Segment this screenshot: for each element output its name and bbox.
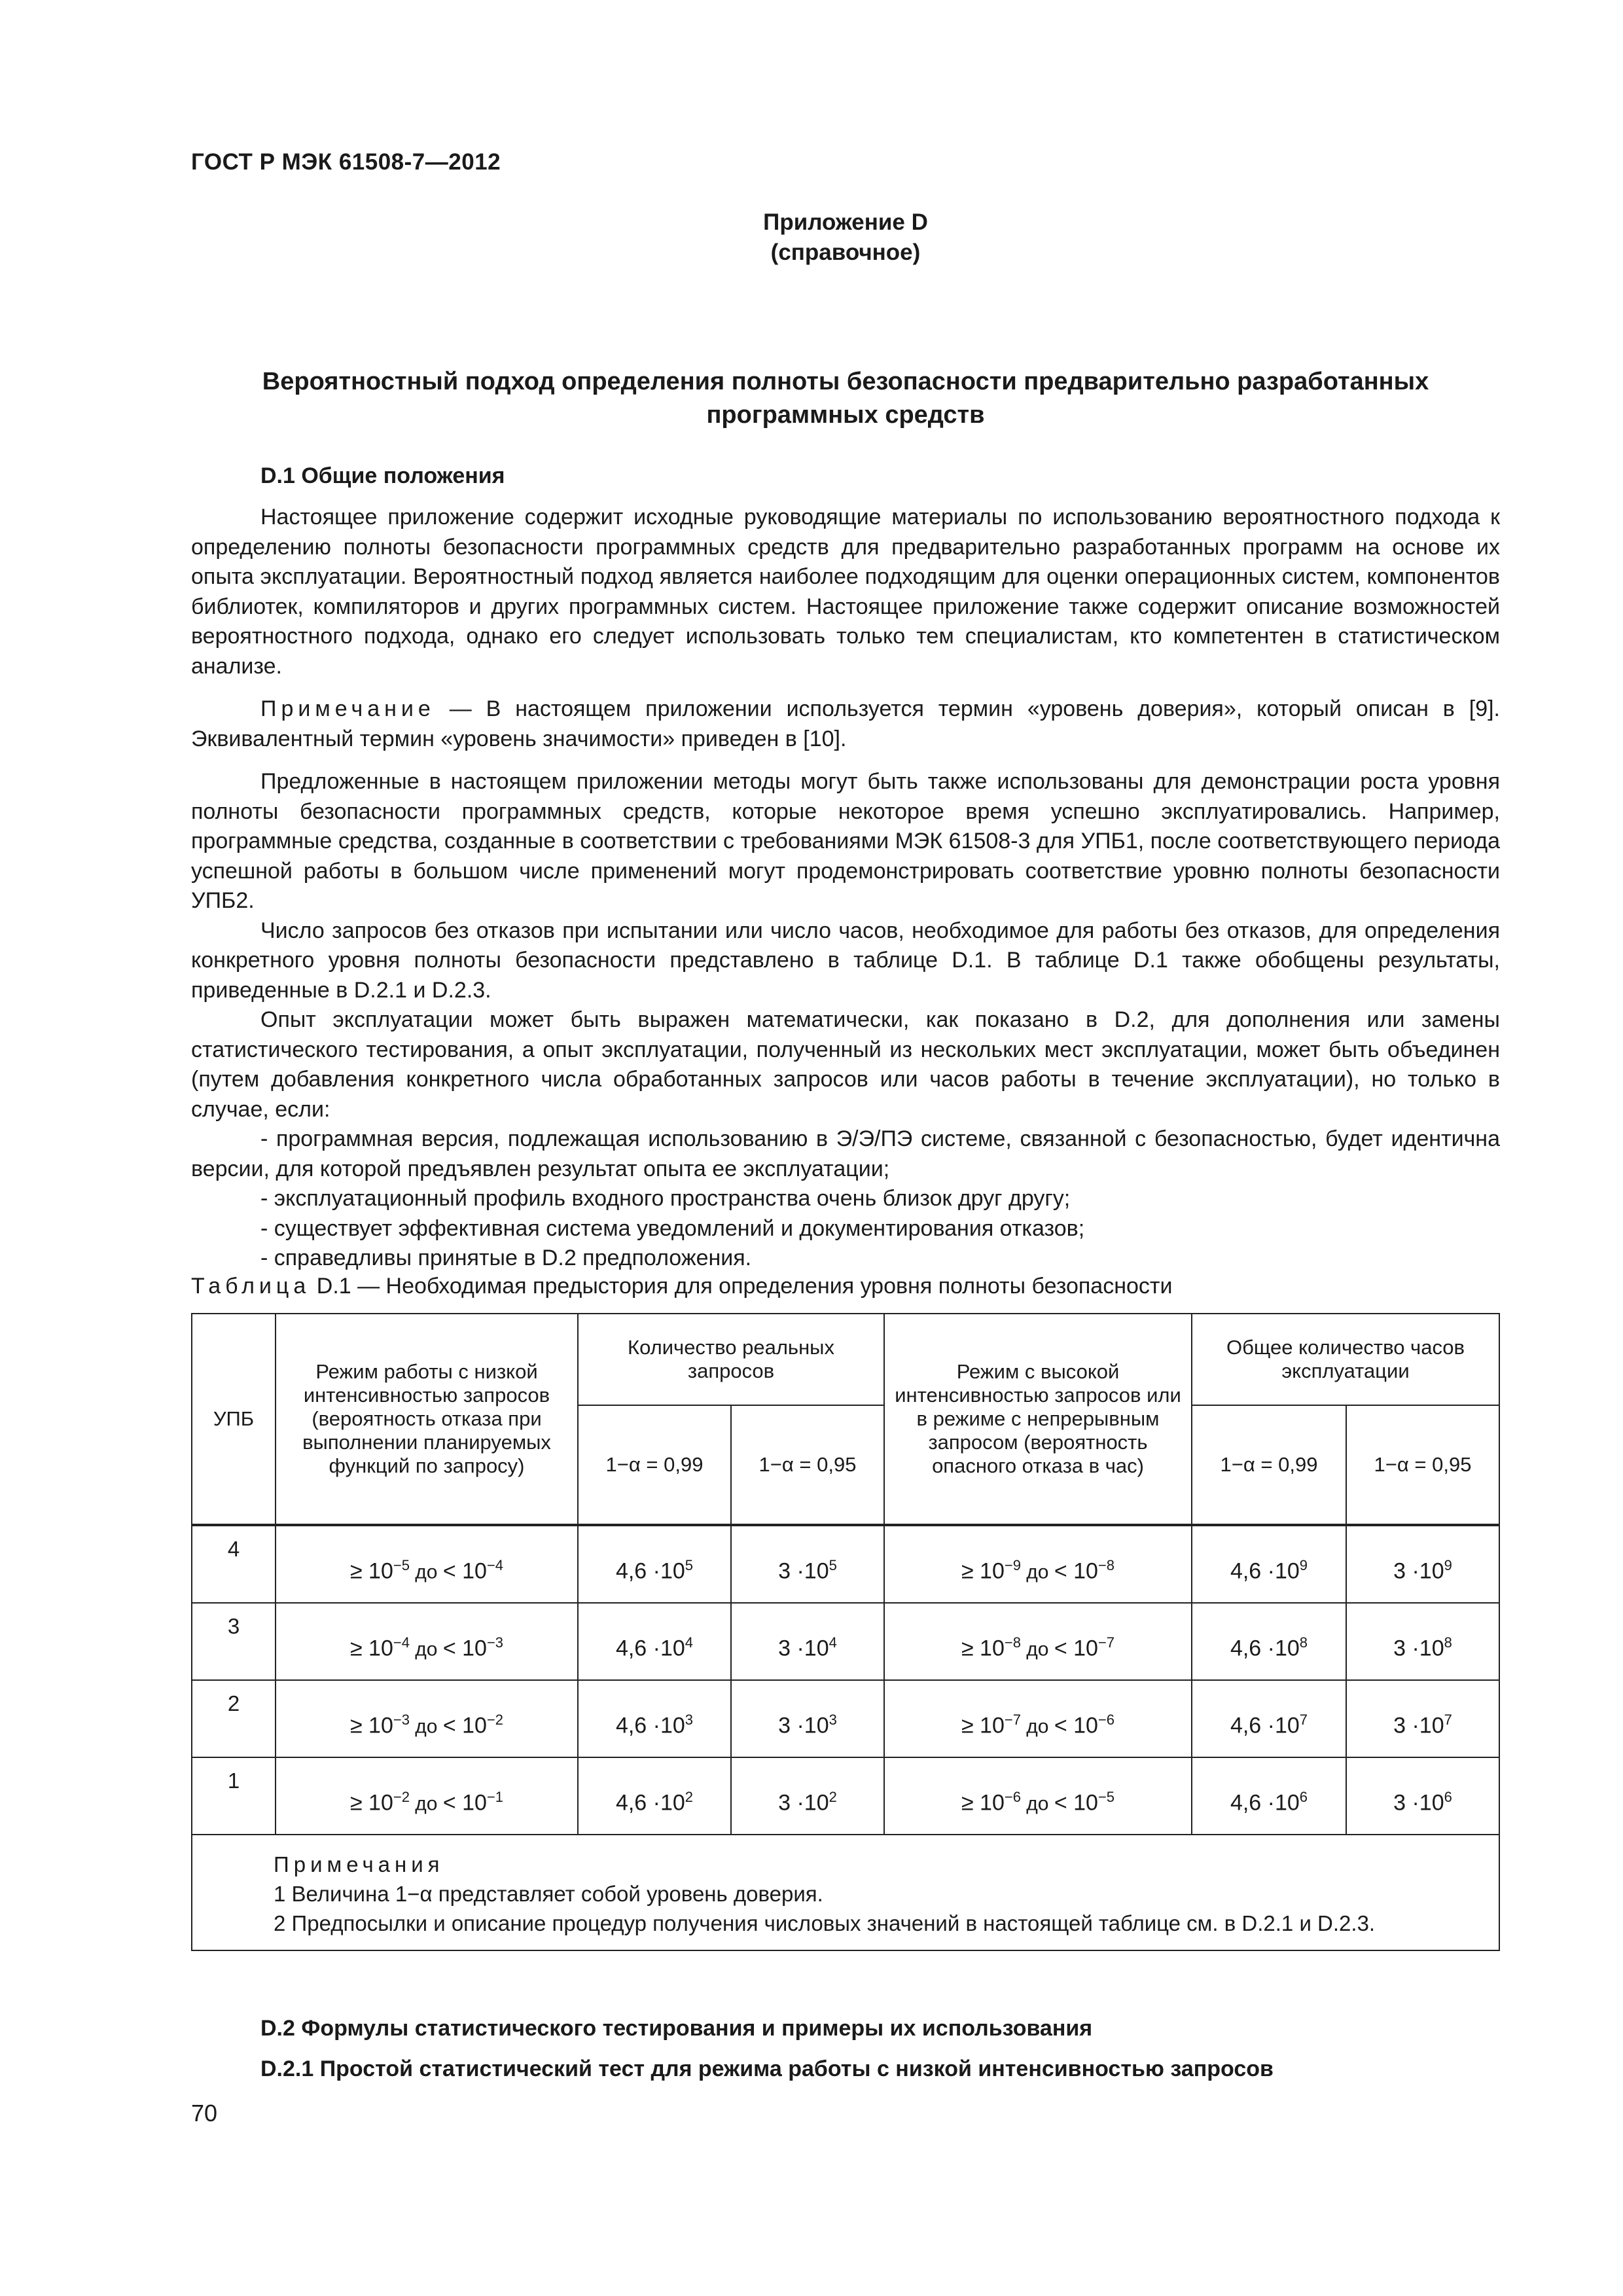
document-page bbox=[191, 0, 1500, 2296]
sil-history-table bbox=[191, 1313, 1500, 1951]
section-heading-d21: D.2.1 Простой статистический тест для режима работы с низкой интенсивностью запросов bbox=[260, 2056, 1274, 2081]
exponent: −2 bbox=[393, 1789, 410, 1806]
cell-sil: 2 bbox=[192, 1680, 276, 1757]
main-title-line-1: Вероятностный подход определения полноты безопасности предварительно разработанных bbox=[262, 368, 1429, 395]
section-heading-d2: D.2 Формулы статистического тестирования и примеры их использования bbox=[260, 2016, 1093, 2041]
exponent: −7 bbox=[1004, 1712, 1021, 1729]
list-item: - эксплуатационный профиль входного пространства очень близок друг другу; bbox=[260, 1186, 1071, 1211]
exponent: 8 bbox=[1444, 1634, 1452, 1651]
cell-low-demand-range: ≥ $10^{-2}$ до < $10^{-1}$ bbox=[276, 1757, 578, 1835]
table-note-1: 1 Величина 1−α представляет собой уровень доверия. bbox=[274, 1882, 823, 1906]
table-notes bbox=[192, 1835, 1499, 1950]
page-number: 70 bbox=[191, 2100, 218, 2126]
exponent: −2 bbox=[486, 1712, 504, 1729]
header-sil: УПБ bbox=[192, 1314, 276, 1525]
section-heading-d1: D.1 Общие положения bbox=[260, 463, 505, 488]
table-row bbox=[192, 1680, 1499, 1757]
cell-requests-099: $4,6 \cdot 10^2$ bbox=[578, 1757, 731, 1835]
cell-requests-099: $4,6 \cdot 10^4$ bbox=[578, 1603, 731, 1680]
paragraph: Число запросов без отказов при испытании или число часов, необходимое для работы без отказов, для определения конкретного уровня полноты безопасности представлено в таблице D.1. В таблице D.1 также обобщены результаты, приведенные в D.2.1 и D.2.3. bbox=[191, 918, 1500, 1003]
exponent: −1 bbox=[486, 1789, 504, 1806]
exponent: 4 bbox=[829, 1634, 837, 1651]
header-real-requests: Количество реальных запросов bbox=[578, 1314, 884, 1405]
note-paragraph bbox=[191, 694, 1500, 754]
cell-hours-095: $3 \cdot 10^8$ bbox=[1346, 1603, 1499, 1680]
exponent: 8 bbox=[1299, 1634, 1308, 1651]
exponent: 3 bbox=[685, 1712, 694, 1729]
paragraph: Настоящее приложение содержит исходные руководящие материалы по использованию вероятностного подхода к определению полноты безопасности программных средств для предварительно разработанных программ на основе их опыта эксплуатации. Вероятностный подход является наиболее подходящим для оценки операционных систем, компонентов библиотек, компиляторов и других программных систем. Настоящее приложение также содержит описание возможностей вероятностного подхода, однако его следует использовать только тем специалистам, кто компетентен в статистическом анализе. bbox=[191, 505, 1500, 679]
header-conf-099: 1−α = 0,99 bbox=[578, 1405, 731, 1525]
cell-high-demand-range: ≥ $10^{-7}$ до < $10^{-6}$ bbox=[884, 1680, 1192, 1757]
exponent: 2 bbox=[829, 1789, 837, 1806]
appendix-kind: (справочное) bbox=[770, 240, 921, 265]
cell-requests-095: $3 \cdot 10^5$ bbox=[731, 1525, 884, 1603]
exponent: 6 bbox=[1299, 1789, 1308, 1806]
paragraph: Опыт эксплуатации может быть выражен математически, как показано в D.2, для дополнения или замены статистического тестирования, а опыт эксплуатации, полученный из нескольких мест эксплуатации, может быть объединен (путем добавления конкретного числа обработанных запросов или часов работы в течение эксплуатации), но только в случае, если: bbox=[191, 1007, 1500, 1122]
exponent: 5 bbox=[685, 1557, 694, 1574]
appendix-main-title bbox=[191, 365, 1500, 432]
cell-requests-095: $3 \cdot 10^3$ bbox=[731, 1680, 884, 1757]
exponent: 9 bbox=[1299, 1557, 1308, 1574]
exponent: 7 bbox=[1299, 1712, 1308, 1729]
cell-requests-099: $4,6 \cdot 10^5$ bbox=[578, 1525, 731, 1603]
exponent: −7 bbox=[1097, 1634, 1115, 1651]
range-word: до bbox=[1020, 1715, 1054, 1738]
table-caption-label: Таблица bbox=[191, 1274, 311, 1299]
header-conf-099: 1−α = 0,99 bbox=[1192, 1405, 1346, 1525]
exponent: 3 bbox=[829, 1712, 837, 1729]
range-word: до bbox=[1020, 1561, 1054, 1583]
range-word: до bbox=[1020, 1638, 1054, 1660]
cell-high-demand-range: ≥ $10^{-8}$ до < $10^{-7}$ bbox=[884, 1603, 1192, 1680]
body-text-block bbox=[191, 503, 1500, 1274]
cell-hours-095: $3 \cdot 10^9$ bbox=[1346, 1525, 1499, 1603]
note-text: — В настоящем приложении используется термин «уровень доверия», который описан в [9]. Эквивалентный термин «уровень значимости» приведен в [10]. bbox=[191, 696, 1500, 751]
exponent: −5 bbox=[1097, 1789, 1115, 1806]
exponent: −3 bbox=[486, 1634, 504, 1651]
cell-high-demand-range: ≥ $10^{-6}$ до < $10^{-5}$ bbox=[884, 1757, 1192, 1835]
exponent: −9 bbox=[1004, 1557, 1021, 1574]
cell-hours-099: $4,6 \cdot 10^7$ bbox=[1192, 1680, 1346, 1757]
exponent: −5 bbox=[393, 1557, 410, 1574]
cell-hours-099: $4,6 \cdot 10^9$ bbox=[1192, 1525, 1346, 1603]
note-label: Примечание bbox=[260, 696, 435, 721]
exponent: −3 bbox=[393, 1712, 410, 1729]
main-title-line-2: программных средств bbox=[706, 401, 985, 429]
header-high-demand: Режим с высокой интенсивностью запросов или в режиме с непрерывным запросом (вероятность опасного отказа в час) bbox=[884, 1314, 1192, 1525]
exponent: 9 bbox=[1444, 1557, 1452, 1574]
notes-heading: Примечания bbox=[274, 1852, 444, 1876]
appendix-title: Приложение D bbox=[763, 209, 928, 235]
cell-low-demand-range: ≥ $10^{-5}$ до < $10^{-4}$ bbox=[276, 1525, 578, 1603]
cell-sil: 1 bbox=[192, 1757, 276, 1835]
exponent: −6 bbox=[1004, 1789, 1021, 1806]
header-low-demand: Режим работы с низкой интенсивностью запросов (вероятность отказа при выполнении планируемых функций по запросу) bbox=[276, 1314, 578, 1525]
exponent: 6 bbox=[1444, 1789, 1452, 1806]
range-word: до bbox=[409, 1793, 443, 1815]
table-note-2: 2 Предпосылки и описание процедур получения числовых значений в настоящей таблице см. в D.2.1 и D.2.3. bbox=[274, 1911, 1376, 1935]
cell-low-demand-range: ≥ $10^{-4}$ до < $10^{-3}$ bbox=[276, 1603, 578, 1680]
range-word: до bbox=[409, 1561, 443, 1583]
exponent: 4 bbox=[685, 1634, 694, 1651]
table-caption-text: D.1 — Необходимая предыстория для определения уровня полноты безопасности bbox=[310, 1274, 1173, 1299]
exponent: 2 bbox=[685, 1789, 694, 1806]
paragraph: Предложенные в настоящем приложении методы могут быть также использованы для демонстрации роста уровня полноты безопасности программных средств, которые некоторое время успешно эксплуатировались. Например, программные средства, созданные в соответствии с требованиями МЭК 61508-3 для УПБ1, после соответствующего периода успешной работы в большом числе применений могут продемонстрировать соответствие уровню полноты безопасности УПБ2. bbox=[191, 769, 1500, 913]
range-word: до bbox=[409, 1638, 443, 1660]
exponent: −6 bbox=[1097, 1712, 1115, 1729]
table-row bbox=[192, 1603, 1499, 1680]
cell-hours-099: $4,6 \cdot 10^6$ bbox=[1192, 1757, 1346, 1835]
exponent: −4 bbox=[393, 1634, 410, 1651]
exponent: −4 bbox=[486, 1557, 504, 1574]
cell-sil: 4 bbox=[192, 1525, 276, 1603]
list-item: - существует эффективная система уведомлений и документирования отказов; bbox=[260, 1215, 1085, 1241]
cell-requests-095: $3 \cdot 10^4$ bbox=[731, 1603, 884, 1680]
cell-hours-099: $4,6 \cdot 10^8$ bbox=[1192, 1603, 1346, 1680]
header-conf-095: 1−α = 0,95 bbox=[731, 1405, 884, 1525]
list-item: - справедливы принятые в D.2 предположения. bbox=[260, 1246, 752, 1270]
cell-hours-095: $3 \cdot 10^7$ bbox=[1346, 1680, 1499, 1757]
cell-requests-095: $3 \cdot 10^2$ bbox=[731, 1757, 884, 1835]
cell-sil: 3 bbox=[192, 1603, 276, 1680]
range-word: до bbox=[409, 1715, 443, 1738]
exponent: −8 bbox=[1097, 1557, 1115, 1574]
standard-code: ГОСТ Р МЭК 61508-7—2012 bbox=[191, 149, 501, 175]
exponent: 5 bbox=[829, 1557, 837, 1574]
exponent: −8 bbox=[1004, 1634, 1021, 1651]
cell-high-demand-range: ≥ $10^{-9}$ до < $10^{-8}$ bbox=[884, 1525, 1192, 1603]
table-row bbox=[192, 1757, 1499, 1835]
range-word: до bbox=[1020, 1793, 1054, 1815]
table-body bbox=[192, 1525, 1499, 1835]
header-total-hours: Общее количество часов эксплуатации bbox=[1192, 1314, 1499, 1405]
table-row bbox=[192, 1525, 1499, 1603]
header-conf-095: 1−α = 0,95 bbox=[1346, 1405, 1499, 1525]
table-caption bbox=[191, 1274, 1172, 1299]
list-item: - программная версия, подлежащая использованию в Э/Э/ПЭ системе, связанной с безопасностью, будет идентична версии, для которой предъявлен результат опыта ее эксплуатации; bbox=[191, 1126, 1500, 1181]
cell-hours-095: $3 \cdot 10^6$ bbox=[1346, 1757, 1499, 1835]
cell-requests-099: $4,6 \cdot 10^3$ bbox=[578, 1680, 731, 1757]
cell-low-demand-range: ≥ $10^{-3}$ до < $10^{-2}$ bbox=[276, 1680, 578, 1757]
exponent: 7 bbox=[1444, 1712, 1452, 1729]
